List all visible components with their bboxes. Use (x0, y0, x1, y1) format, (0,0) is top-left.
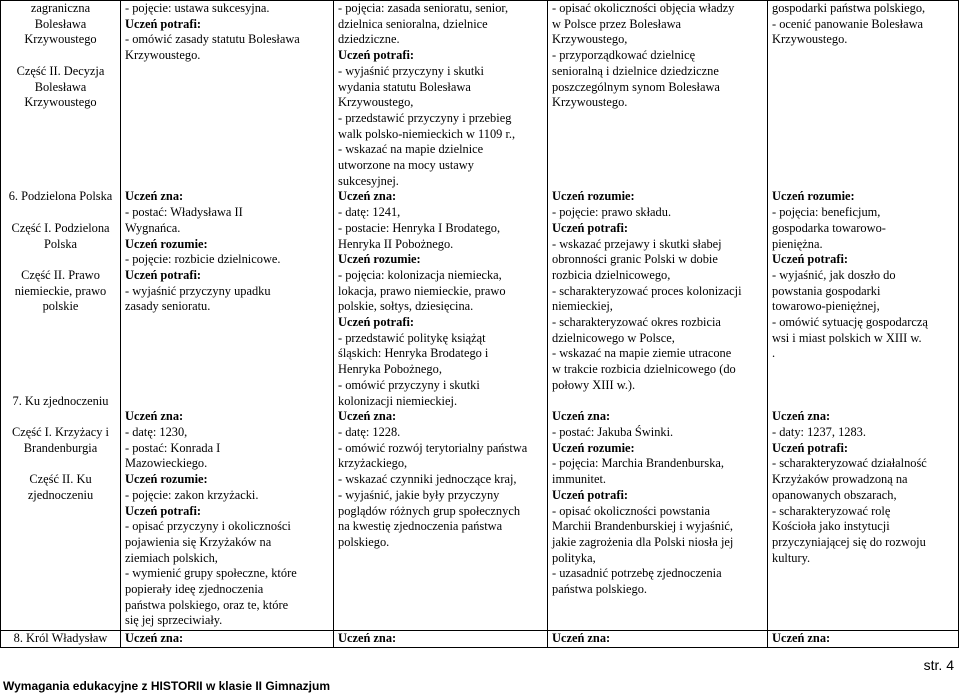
text-line: Część I. Krzyżacy i (11, 424, 109, 439)
text-line: - datę: 1230, (125, 424, 188, 439)
text-line: Marchii Brandenburskiej i wyjaśnić, (552, 519, 733, 534)
text-line: - pojęcia: beneficjum, (772, 205, 881, 220)
text-line: - pojęcie: zakon krzyżacki. (125, 487, 259, 502)
text-line (125, 174, 329, 190)
topic-cell (1, 631, 121, 648)
text-line: utworzone na mocy ustawy (338, 158, 474, 173)
text-line (5, 362, 116, 378)
text-line: Wygnańca. (125, 220, 181, 235)
text-line (552, 174, 763, 190)
text-line: - omówić sytuację gospodarczą (772, 315, 928, 330)
text-line (5, 142, 116, 158)
text-line (5, 378, 116, 394)
text-line: - przedstawić politykę książąt (338, 330, 486, 345)
grade-2-cell (121, 631, 334, 648)
text-line: państwa polskiego, oraz te, które (125, 597, 289, 612)
topic-cell (1, 1, 121, 631)
text-line: - wymienić grupy społeczne, które (125, 566, 297, 581)
text-line: - wyjaśnić przyczyny upadku (125, 283, 271, 298)
section-heading: Uczeń potrafi: (125, 503, 202, 518)
text-line: Część II. Prawo (21, 267, 100, 282)
text-line (5, 174, 116, 190)
text-line: na kwestię zjednoczenia państwa (338, 519, 503, 534)
text-line: państwa polskiego. (552, 582, 647, 597)
text-line: - wyjaśnić, jakie były przyczyny (338, 487, 500, 502)
section-heading: Uczeń zna: (552, 409, 611, 424)
text-line (552, 142, 763, 158)
text-line: - wskazać czynniki jednoczące kraj, (338, 472, 517, 487)
section-heading: Uczeń zna: (125, 189, 184, 204)
text-line (772, 48, 954, 64)
grade-5-cell (768, 1, 959, 631)
text-line: lokacja, prawo niemieckie, prawo (338, 283, 506, 298)
text-line (5, 111, 116, 127)
section-heading: Uczeń potrafi: (338, 48, 415, 63)
text-line (5, 205, 116, 221)
text-line (5, 127, 116, 143)
text-line: - wyjaśnić przyczyny i skutki (338, 63, 484, 78)
text-line: - postać: Władysława II (125, 205, 243, 220)
text-line: 6. Podzielona Polska (8, 189, 113, 204)
text-line: - omówić zasady statutu Bolesława (125, 32, 300, 47)
text-line: Krzywoustego. (125, 48, 201, 63)
text-line: - pojęcia: zasada senioratu, senior, (338, 1, 509, 15)
text-line: - pojęcie: rozbicie dzielnicowe. (125, 252, 281, 267)
text-line (772, 158, 954, 174)
text-line: Część II. Ku (29, 472, 92, 487)
section-heading: Uczeń rozumie: (552, 189, 635, 204)
section-heading: Uczeń zna: (552, 631, 611, 645)
text-line: Krzywoustego, (338, 95, 414, 110)
text-line: powstania gospodarki (772, 283, 881, 298)
text-line: Henryka Pobożnego, (338, 362, 442, 377)
text-line: poglądów różnych grup społecznych (338, 503, 521, 518)
section-heading: Uczeń zna: (338, 409, 397, 424)
section-heading: Uczeń potrafi: (552, 220, 629, 235)
text-line: Bolesława (34, 79, 87, 94)
section-heading: Uczeń rozumie: (772, 189, 855, 204)
grade-5-cell (768, 631, 959, 648)
text-line: immunitet. (552, 472, 607, 487)
grade-3-cell (334, 631, 548, 648)
section-heading: Uczeń potrafi: (772, 440, 849, 455)
text-line (125, 142, 329, 158)
text-line: przyczyniającej się do rozwoju (772, 534, 926, 549)
text-line: Brandenburgia (23, 440, 98, 455)
text-line: Mazowieckiego. (125, 456, 208, 471)
section-heading: Uczeń zna: (772, 631, 831, 645)
text-line (772, 95, 954, 111)
text-line: - wyjaśnić, jak doszło do (772, 267, 896, 282)
section-heading: Uczeń rozumie: (125, 472, 208, 487)
text-line: polskiego. (338, 534, 390, 549)
section-heading: Uczeń potrafi: (772, 252, 849, 267)
text-line: - pojęcia: Marchia Brandenburska, (552, 456, 725, 471)
text-line: - omówić rozwój terytorialny państwa (338, 440, 528, 455)
text-line (125, 346, 329, 362)
text-line: - ocenić panowanie Bolesława (772, 16, 924, 31)
text-line: - scharakteryzować proces kolonizacji (552, 283, 742, 298)
text-line: - opisać okoliczności objęcia władzy (552, 1, 735, 15)
text-line: Krzywoustego (24, 95, 97, 110)
text-line (552, 394, 763, 410)
text-line: kultury. (772, 550, 811, 565)
text-line: gospodarki państwa polskiego, (772, 1, 926, 15)
text-line (125, 95, 329, 111)
text-line: - uzasadnić potrzebę zjednoczenia (552, 566, 722, 581)
text-line: zjednoczeniu (27, 487, 94, 502)
text-line (772, 142, 954, 158)
text-line: - postacie: Henryka I Brodatego, (338, 220, 501, 235)
text-line: Kościoła jako instytucji (772, 519, 890, 534)
text-line (5, 409, 116, 425)
section-heading: Uczeń potrafi: (125, 267, 202, 282)
text-line (552, 111, 763, 127)
text-line: popierały ideę zjednoczenia (125, 582, 264, 597)
section-heading: Uczeń zna: (125, 409, 184, 424)
grade-2-cell (121, 1, 334, 631)
text-line: ziemiach polskich, (125, 550, 218, 565)
section-heading: Uczeń zna: (125, 631, 184, 645)
text-line: - pojęcia: kolonizacja niemiecka, (338, 267, 502, 282)
text-line: - datę: 1228. (338, 424, 401, 439)
text-line: w trakcie rozbicia dzielnicowego (do (552, 362, 736, 377)
page-number: str. 4 (923, 657, 954, 673)
text-line (125, 378, 329, 394)
text-line (125, 80, 329, 96)
grade-3-cell (334, 1, 548, 631)
text-line: wydania statutu Bolesława (338, 79, 471, 94)
text-line (772, 362, 954, 378)
text-line: wsi i miast polskich w XIII w. (772, 330, 922, 345)
text-line: dziedziczne. (338, 32, 400, 47)
text-line: - przedstawić przyczyny i przebieg (338, 110, 512, 125)
text-line: - wskazać przejawy i skutki słabej (552, 236, 722, 251)
text-line: - pojęcie: prawo składu. (552, 205, 672, 220)
text-line: . (772, 346, 776, 361)
section-heading: Uczeń rozumie: (552, 440, 635, 455)
text-line (772, 394, 954, 410)
text-line: Krzywoustego (24, 32, 97, 47)
table-row (1, 631, 959, 648)
text-line: sukcesyjnej. (338, 173, 399, 188)
text-line: - opisać przyczyny i okoliczności (125, 519, 291, 534)
text-line: - wskazać na mapie dzielnice (338, 142, 484, 157)
text-line: rozbicia dzielnicowego, (552, 267, 671, 282)
text-line: - opisać okoliczności powstania (552, 503, 710, 518)
section-heading: Uczeń potrafi: (125, 16, 202, 31)
text-line: niemieckie, prawo (14, 283, 107, 298)
text-line (125, 127, 329, 143)
text-line: Krzywoustego, (552, 32, 628, 47)
text-line: poszczególnym synom Bolesława (552, 79, 720, 94)
text-line (125, 331, 329, 347)
text-line (5, 158, 116, 174)
grade-4-cell (548, 631, 768, 648)
text-line: Część I. Podzielona (11, 220, 110, 235)
text-line: - przyporządkować dzielnicę (552, 48, 696, 63)
section-heading: Uczeń zna: (338, 189, 397, 204)
text-line: Część II. Decyzja (16, 63, 105, 78)
text-line: - wskazać na mapie ziemie utracone (552, 346, 732, 361)
text-line (125, 362, 329, 378)
text-line (125, 64, 329, 80)
text-line: polskie (42, 299, 79, 314)
text-line: - pojęcie: ustawa sukcesyjna. (125, 1, 270, 15)
text-line: gospodarka towarowo- (772, 220, 886, 235)
text-line (125, 111, 329, 127)
text-line: dzielnica senioralna, dzielnice (338, 16, 488, 31)
text-line (772, 64, 954, 80)
text-line: opanowanych obszarach, (772, 487, 897, 502)
text-line: zagraniczna (30, 1, 91, 15)
grade-4-cell (548, 1, 768, 631)
section-heading: Uczeń rozumie: (125, 236, 208, 251)
text-line: polityka, (552, 550, 596, 565)
text-line (772, 127, 954, 143)
text-line: - scharakteryzować działalność (772, 456, 927, 471)
text-line: polskie, sołtys, dziesięcina. (338, 299, 474, 314)
text-line (772, 111, 954, 127)
text-line (125, 394, 329, 410)
text-line: kolonizacji niemieckiej. (338, 393, 458, 408)
section-heading: Uczeń rozumie: (338, 252, 421, 267)
text-line (772, 378, 954, 394)
text-line: 8. Król Władysław (13, 631, 108, 645)
text-line: - daty: 1237, 1283. (772, 424, 866, 439)
section-heading: Uczeń zna: (772, 409, 831, 424)
text-line (5, 48, 116, 64)
text-line: senioralną i dzielnice dziedziczne (552, 63, 719, 78)
text-line (772, 80, 954, 96)
text-line (5, 331, 116, 347)
text-line: dzielnicowego w Polsce, (552, 330, 675, 345)
text-line: 7. Ku zjednoczeniu (12, 393, 109, 408)
table-row (1, 1, 959, 631)
text-line: - postać: Konrada I (125, 440, 221, 455)
section-heading: Uczeń potrafi: (552, 487, 629, 502)
section-heading: Uczeń zna: (338, 631, 397, 645)
text-line (772, 174, 954, 190)
text-line: Henryka II Pobożnego. (338, 236, 454, 251)
footer-title: Wymagania edukacyjne z HISTORII w klasie II Gimnazjum (3, 679, 330, 693)
text-line (5, 456, 116, 472)
text-line: zasady senioratu. (125, 299, 211, 314)
text-line: - postać: Jakuba Świnki. (552, 424, 674, 439)
text-line: połowy XIII w.). (552, 377, 636, 392)
text-line: - scharakteryzować rolę (772, 503, 891, 518)
text-line: walk polsko-niemieckich w 1109 r., (338, 126, 516, 141)
text-line: jakie zagrożenia dla Polski niosła jej (552, 534, 734, 549)
text-line: obronności granic Polski w dobie (552, 252, 718, 267)
text-line: niemieckiej, (552, 299, 613, 314)
text-line: Krzyżaków prowadzoną na (772, 472, 908, 487)
text-line: pieniężna. (772, 236, 823, 251)
text-line: się jej sprzeciwiały. (125, 613, 223, 628)
text-line: towarowo-pieniężnej, (772, 299, 880, 314)
text-line: Krzywoustego. (772, 32, 848, 47)
text-line (125, 158, 329, 174)
text-line (5, 315, 116, 331)
text-line: - datę: 1241, (338, 205, 401, 220)
text-line: Krzywoustego. (552, 95, 628, 110)
text-line (552, 127, 763, 143)
text-line: w Polsce przez Bolesława (552, 16, 682, 31)
text-line: - scharakteryzować okres rozbicia (552, 315, 721, 330)
text-line (552, 158, 763, 174)
text-line: - omówić przyczyny i skutki (338, 377, 480, 392)
section-heading: Uczeń potrafi: (338, 315, 415, 330)
text-line: krzyżackiego, (338, 456, 408, 471)
text-line: pojawienia się Krzyżaków na (125, 534, 272, 549)
text-line (125, 315, 329, 331)
text-line: Bolesława (34, 16, 87, 31)
text-line: śląskich: Henryka Brodatego i (338, 346, 489, 361)
text-line (5, 252, 116, 268)
text-line (5, 346, 116, 362)
text-line: Polska (43, 236, 78, 251)
